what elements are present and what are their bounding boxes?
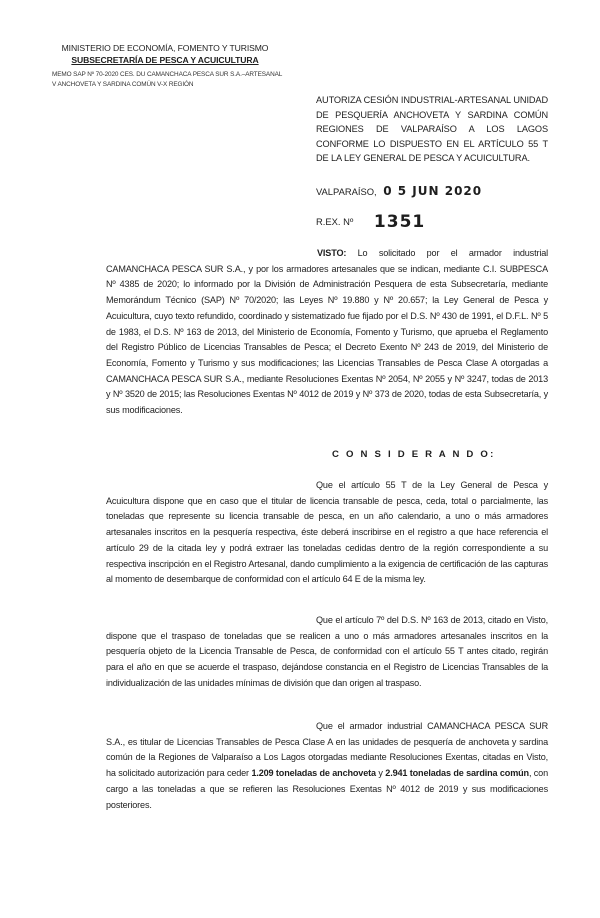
resolution-number: 1351 bbox=[373, 212, 426, 232]
date-place: VALPARAÍSO, bbox=[316, 186, 377, 197]
visto-text: Lo solicitado por el armador industrial CAMANCHACA PESCA SUR S.A., y por los armadores artesanales que se indican, mediante C.I. SUBPESCA Nº 4385 de 2020; lo informado por la División de Administración Pesquera de esta Subsecretaría, mediante Memorándum Técnico (SAP) Nº 70/2020; las Leyes Nº 19.880 y Nº 20.657; la Ley General de Pesca y Acuicultura, cuyo texto refundido, coordinado y sistematizado fue fijado por el D.S. Nº 430 de 1991, el D.F.L. Nº 5 de 1983, el D.S. Nº 163 de 2013, del Ministerio de Economía, Fomento y Turismo, que aprueba el Reglamento del Registro Público de Licencias Transables de Pesca; el Decreto Exento Nº 243 de 2019, del Ministerio de Economía, Fomento y Turismo y sus modificaciones; las Licencias Transables de Pesca Clase A otorgadas a CAMANCHACA PESCA SUR S.A., mediante Resoluciones Exentas Nº 2054, Nº 2055 y Nº 3247, todas de 2013 y Nº 3520 de 2015; las Resoluciones Exentas Nº 4012 de 2019 y Nº 373 de 2020, todas de esta Subsecretaría, y sus modificaciones. bbox=[106, 248, 548, 416]
letterhead bbox=[40, 42, 340, 66]
sardina-tonnage: 2.941 toneladas de sardina común bbox=[385, 768, 529, 779]
considerando-p2-text: Que el artículo 7º del D.S. Nº 163 de 2013, citado en Visto, dispone que el traspaso de toneladas que se realicen a uno o más armadores artesanales inscritos en la pesquería objeto de la Licencia Transable de Pesca, de conformidad con el artículo 55 T antes citado, regirán para el año en que se acuerde el traspaso, dejándose constancia en el Registro de Licencias Transables de la individualización de las unidades mínimas de división que dan origen al traspaso. bbox=[106, 615, 548, 688]
resolution-label: R.EX. Nº bbox=[316, 216, 354, 227]
visto-paragraph bbox=[106, 246, 548, 419]
memo-line-1: MEMO SAP Nº 70-2020 CES. DU CAMANCHACA PESCA SUR S.A.–ARTESANAL bbox=[52, 71, 283, 78]
subsecretaria-name: SUBSECRETARÍA DE PESCA Y ACUICULTURA bbox=[71, 55, 259, 65]
memo-line-2: V ANCHOVETA Y SARDINA COMÚN V-X REGIÓN bbox=[52, 81, 194, 88]
considerando-paragraph-1 bbox=[106, 478, 548, 588]
considerando-heading: C O N S I D E R A N D O: bbox=[332, 449, 496, 460]
resolution-title: AUTORIZA CESIÓN INDUSTRIAL-ARTESANAL UNIDAD DE PESQUERÍA ANCHOVETA Y SARDINA COMÚN REGIONES DE VALPARAÍSO A LOS LAGOS CONFORME LO DISPUESTO EN EL ARTÍCULO 55 T DE LA LEY GENERAL DE PESCA Y ACUICULTURA. bbox=[316, 95, 548, 164]
date-line bbox=[316, 184, 482, 198]
considerando-paragraph-3 bbox=[106, 719, 548, 813]
date-stamp: 0 5 JUN 2020 bbox=[383, 184, 483, 198]
ministry-name: MINISTERIO DE ECONOMÍA, FOMENTO Y TURISMO bbox=[61, 43, 269, 53]
resolution-number-line bbox=[316, 212, 425, 232]
considerando-paragraph-2 bbox=[106, 613, 548, 692]
visto-label: VISTO: bbox=[317, 248, 347, 258]
considerando-p3-text-b: , con cargo a las toneladas a que se refieren las Resoluciones Exentas Nº 4012 de 2019 y sus modificaciones posteriores. bbox=[106, 768, 548, 810]
considerando-p1-text: Que el artículo 55 T de la Ley General de Pesca y Acuicultura dispone que en caso que el titular de licencia transable de pesca, ceda, total o parcialmente, las toneladas que represente su licencia transable de pesca, en un año calendario, a uno o más armadores artesanales inscritos en la pesquería respectiva, éste deberá inscribirse en el registro a que hace referencia el artículo 29 de la citada ley y podrá extraer las toneladas cedidas dentro de la región correspondiente a su respectiva inscripción en el Registro Artesanal, dando cumplimiento a la exigencia de certificación de las capturas al momento de desembarque de conformidad con el artículo 64 E de la misma ley. bbox=[106, 480, 548, 585]
considerando-p3-conj: y bbox=[378, 768, 383, 779]
anchoveta-tonnage: 1.209 toneladas de anchoveta bbox=[251, 768, 376, 779]
memo-reference bbox=[52, 70, 352, 90]
considerando-p3-text-a: Que el armador industrial CAMANCHACA PESCA SUR S.A., es titular de Licencias Transables de Pesca Clase A en las unidades de pesquería de anchoveta y sardina común de la Regiones de Valparaíso a Los Lagos otorgadas mediante Resoluciones Exentas, citadas en Visto, ha solicitado autorización para ceder bbox=[106, 721, 548, 779]
